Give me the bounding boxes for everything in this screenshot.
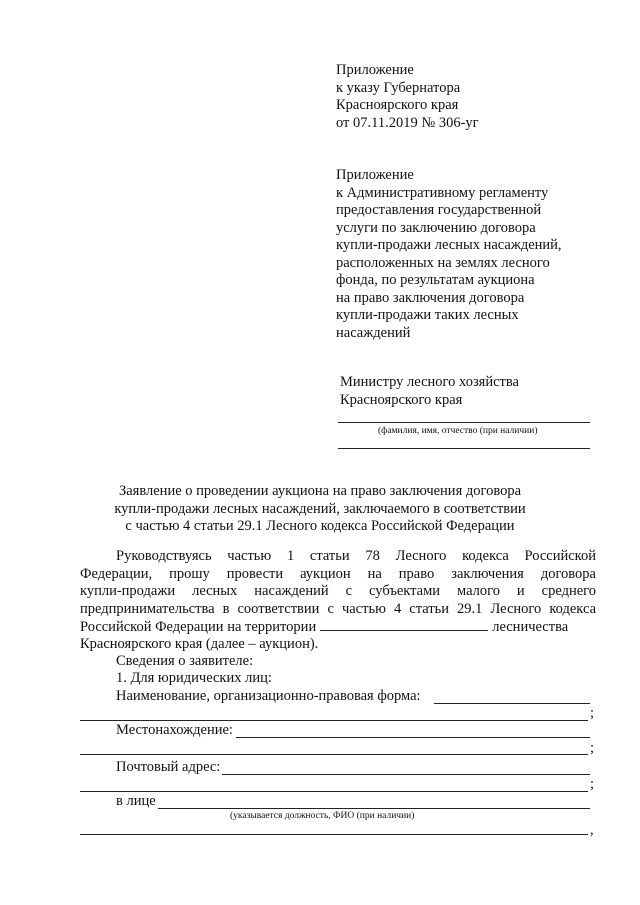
postal-field[interactable] — [222, 774, 590, 775]
addressee-fio-field[interactable] — [338, 422, 590, 423]
annex-line: насаждений — [336, 324, 411, 341]
semicolon: ; — [590, 740, 595, 756]
title-line: купли-продажи лесных насаждений, заключаемого в соответствии — [114, 500, 526, 517]
annex-line: услуги по заключению договора — [336, 219, 536, 236]
name-label: Наименование, организационно-правовая форма: — [116, 688, 421, 704]
applicant-info-heading: Сведения о заявителе: — [116, 653, 254, 669]
semicolon: ; — [590, 776, 595, 792]
body-paragraph — [80, 548, 596, 653]
person-field-line-2[interactable] — [80, 834, 588, 835]
addressee-block — [340, 374, 519, 409]
annex-line: фонда, по результатам аукциона — [336, 272, 535, 288]
name-field[interactable] — [434, 703, 590, 704]
annex-regulation-block — [336, 167, 562, 342]
body-line: предпринимательства в соответствии с частью 4 статьи 29.1 Лесного кодекса — [80, 600, 596, 617]
annex-line: на право заключения договора — [336, 289, 525, 306]
comma: , — [590, 822, 594, 838]
title-line: Заявление о проведении аукциона на право заключения договора — [118, 483, 522, 499]
addressee-line: Министру лесного хозяйства — [340, 374, 519, 390]
location-field[interactable] — [236, 737, 590, 738]
annex-line: от 07.11.2019 № 306-уг — [336, 114, 479, 131]
annex-line: к указу Губернатора — [336, 79, 461, 96]
annex-line: к Административному регламенту — [336, 184, 549, 201]
location-field-line-2[interactable] — [80, 754, 588, 755]
body-line: Красноярского края (далее – аукцион). — [80, 635, 319, 652]
person-hint: (указывается должность, ФИО (при наличии) — [230, 811, 415, 821]
body-text: лесничества — [492, 619, 569, 635]
semicolon: ; — [590, 705, 595, 721]
addressee-line: Красноярского края — [340, 391, 463, 408]
postal-label: Почтовый адрес: — [116, 759, 221, 775]
location-label: Местонахождение: — [116, 722, 233, 738]
document-title — [0, 483, 640, 536]
annex-line: купли-продажи таких лесных — [336, 307, 519, 323]
person-field[interactable] — [158, 808, 590, 809]
body-text: Российской Федерации на территории — [80, 619, 317, 635]
annex-decree-block — [336, 62, 479, 132]
body-line: Руководствуясь частью 1 статьи 78 Лесного кодекса Российской — [116, 548, 596, 564]
body-line-territory — [80, 618, 596, 636]
annex-line: Красноярского края — [336, 97, 459, 113]
annex-line: купли-продажи лесных насаждений, — [336, 237, 562, 253]
territory-field[interactable] — [320, 618, 488, 631]
body-line: Федерации, прошу провести аукцион на право заключения договора — [80, 565, 596, 582]
annex-line: расположенных на землях лесного — [336, 254, 550, 271]
title-line: с частью 4 статьи 29.1 Лесного кодекса Российской Федерации — [125, 518, 515, 534]
addressee-fio-field-2[interactable] — [338, 448, 590, 449]
name-field-line-2[interactable] — [80, 720, 588, 721]
addressee-fio-hint: (фамилия, имя, отчество (при наличии) — [378, 426, 538, 436]
person-label: в лице — [116, 793, 156, 809]
annex-line: Приложение — [336, 62, 414, 78]
annex-line: предоставления государственной — [336, 202, 542, 218]
annex-line: Приложение — [336, 167, 414, 183]
legal-entities-heading: 1. Для юридических лиц: — [116, 670, 272, 686]
body-line: купли-продажи лесных насаждений с субъектами малого и среднего — [80, 583, 596, 599]
postal-field-line-2[interactable] — [80, 791, 588, 792]
